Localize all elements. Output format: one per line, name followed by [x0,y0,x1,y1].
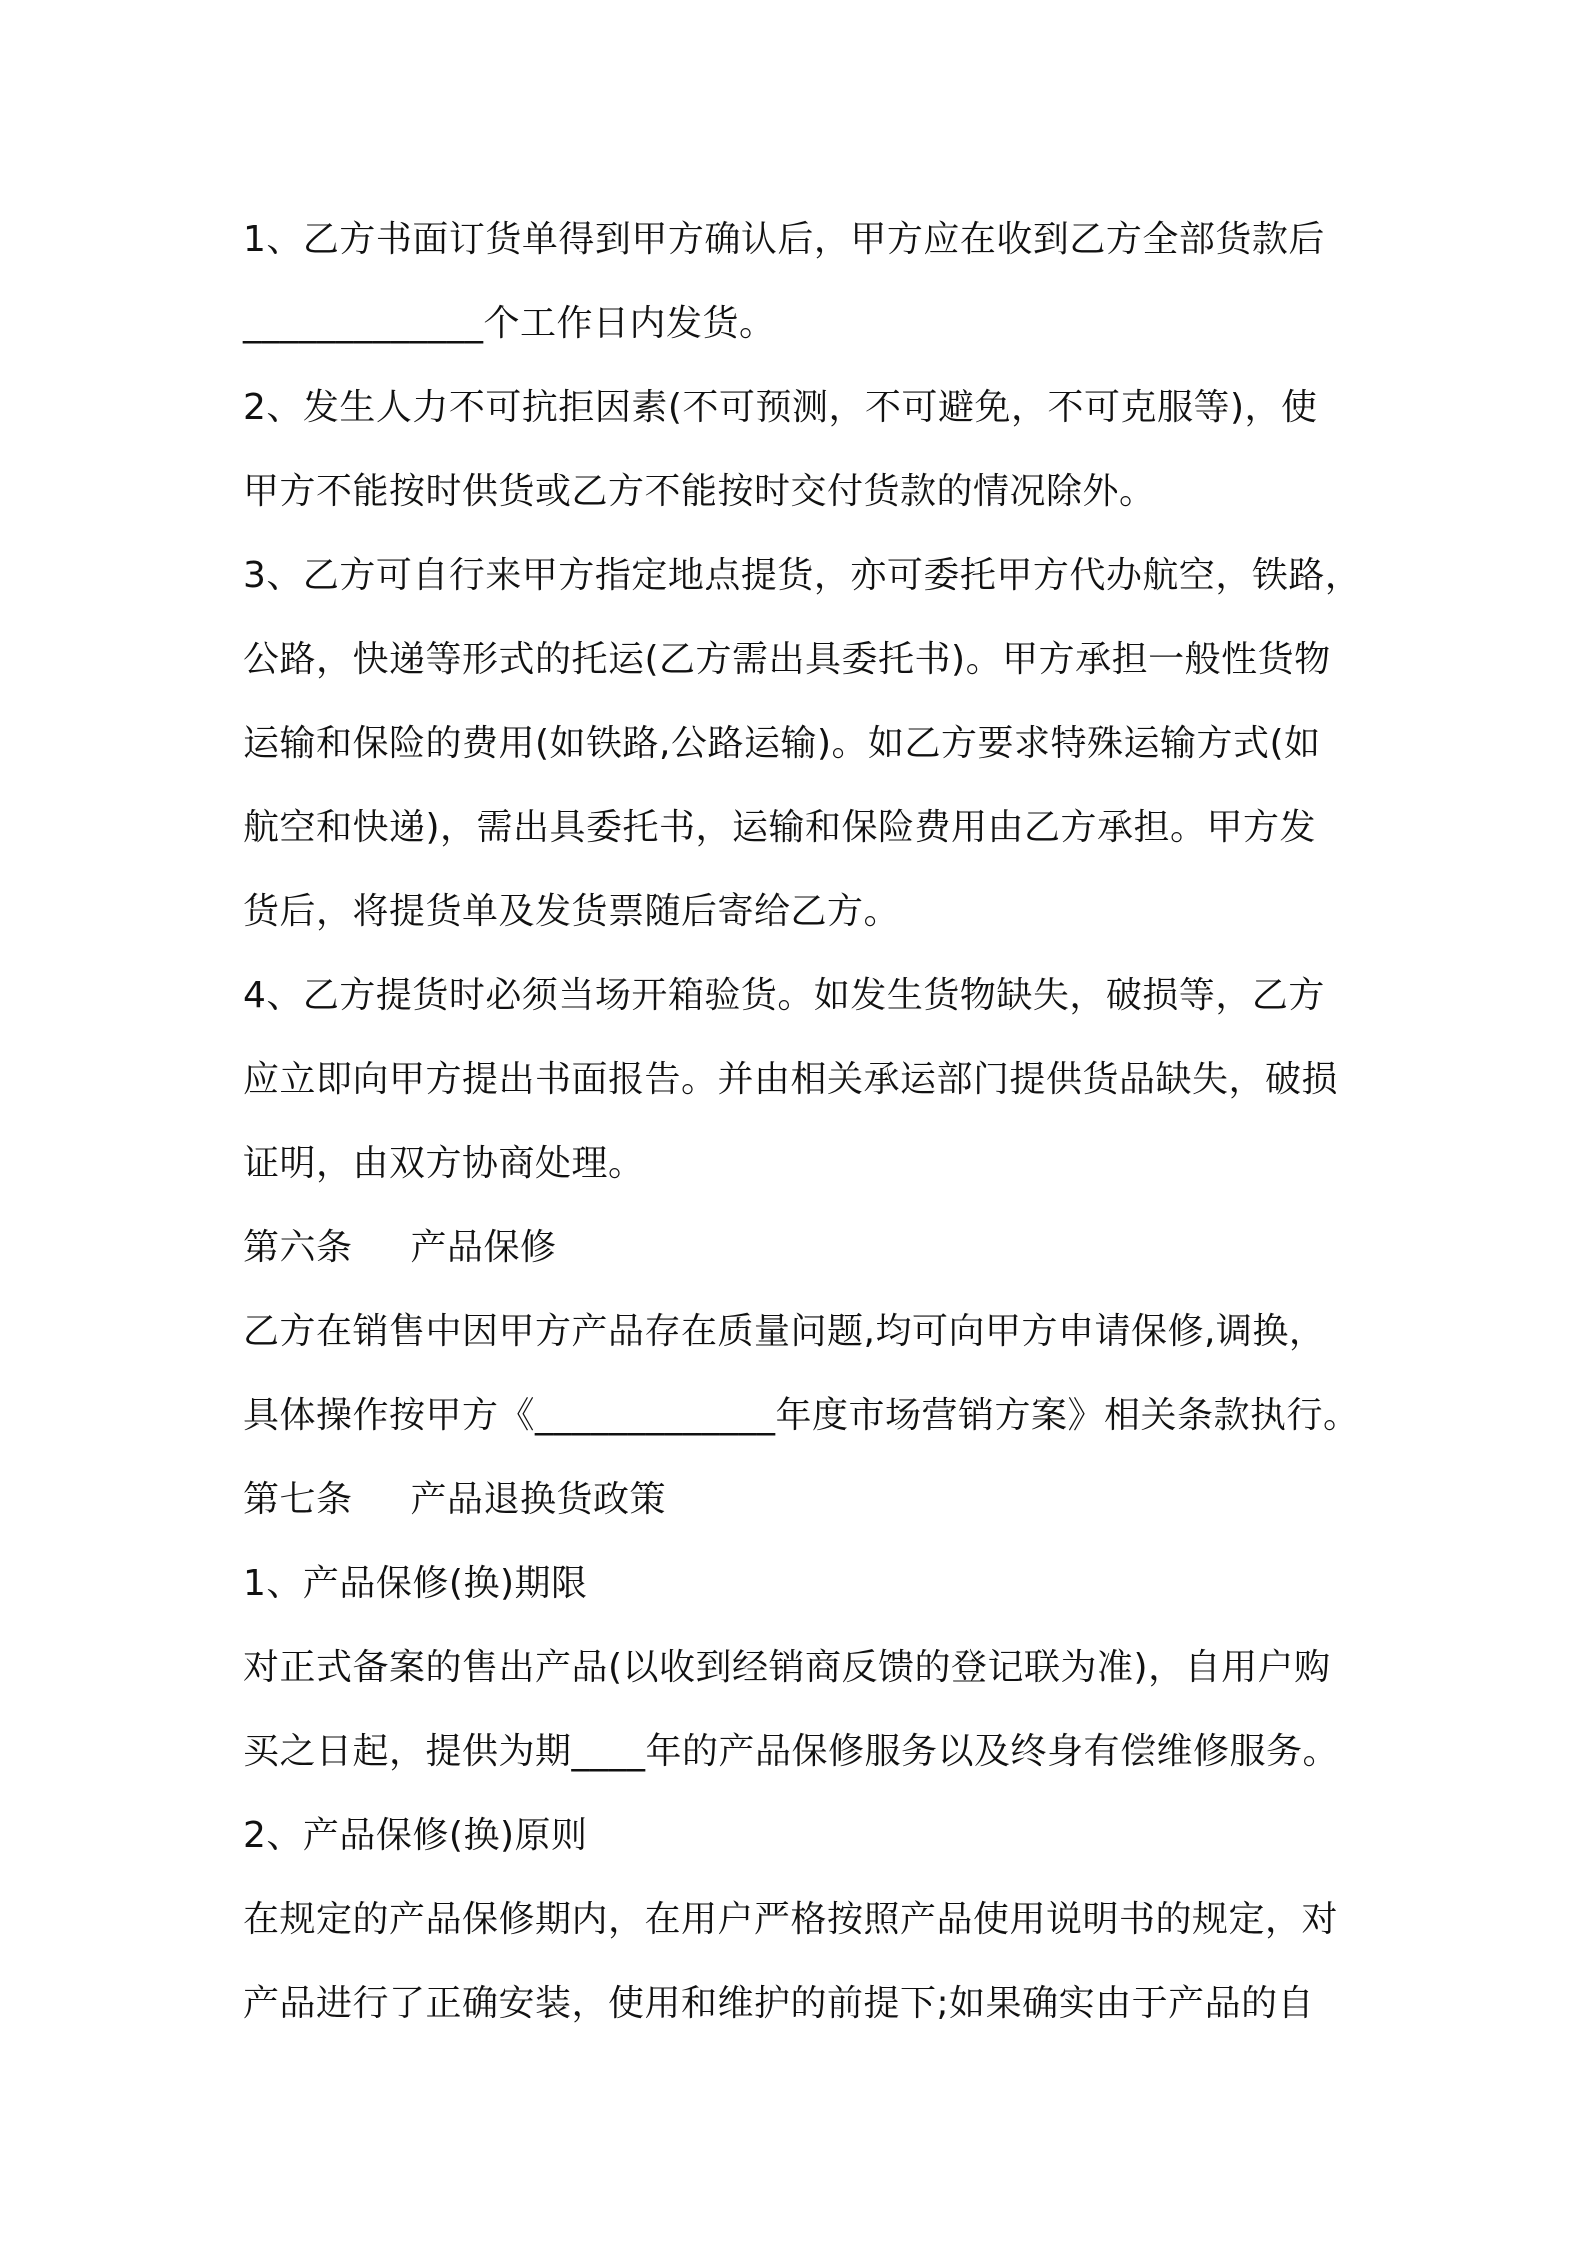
text-line: 2、产品保修(换)原则 [243,1815,588,1856]
text-line: 公路，快递等形式的托运(乙方需出具委托书)。甲方承担一般性货物 [243,639,1331,680]
text-line: 1、产品保修(换)期限 [243,1563,588,1604]
text-line: 甲方不能按时供货或乙方不能按时交付货款的情况除外。 [243,471,1156,512]
text-line: 运输和保险的费用(如铁路,公路运输)。如乙方要求特殊运输方式(如 [243,723,1321,764]
text-line: 在规定的产品保修期内，在用户严格按照产品使用说明书的规定，对 [243,1899,1339,1940]
article-6-heading [243,1206,1363,1290]
text-line: 1、乙方书面订货单得到甲方确认后，甲方应在收到乙方全部货款后 [243,219,1325,260]
text-line: 4、乙方提货时必须当场开箱验货。如发生货物缺失，破损等，乙方 [243,975,1325,1016]
text-line: 证明，由双方协商处理。 [243,1143,645,1184]
text-line: 航空和快递)，需出具委托书，运输和保险费用由乙方承担。甲方发 [243,807,1317,848]
text-line: 具体操作按甲方《_____________年度市场营销方案》相关条款执行。 [243,1395,1360,1436]
text-line: 货后，将提货单及发货票随后寄给乙方。 [243,891,901,932]
text-line: 产品进行了正确安装，使用和维护的前提下;如果确实由于产品的自 [243,1983,1315,2024]
text-line: 2、发生人力不可抗拒因素(不可预测，不可避免，不可克服等)，使 [243,387,1318,428]
text-line: 应立即向甲方提出书面报告。并由相关承运部门提供货品缺失，破损 [243,1059,1339,1100]
text-line: 乙方在销售中因甲方产品存在质量问题,均可向甲方申请保修,调换， [243,1311,1326,1352]
article-7-number: 第七条 [243,1479,353,1520]
text-line: 3、乙方可自行来甲方指定地点提货，亦可委托甲方代办航空，铁路， [243,555,1362,596]
article-7-heading [243,1458,1363,1542]
text-line: 对正式备案的售出产品(以收到经销商反馈的登记联为准)，自用户购 [243,1647,1331,1688]
article-6-number: 第六条 [243,1227,353,1268]
text-line: _____________个工作日内发货。 [243,303,776,344]
text-line: 买之日起，提供为期____年的产品保修服务以及终身有偿维修服务。 [243,1731,1340,1772]
article-7-title: 产品退换货政策 [410,1479,667,1520]
article-6-title: 产品保修 [410,1227,557,1268]
document-body [243,198,1363,2046]
